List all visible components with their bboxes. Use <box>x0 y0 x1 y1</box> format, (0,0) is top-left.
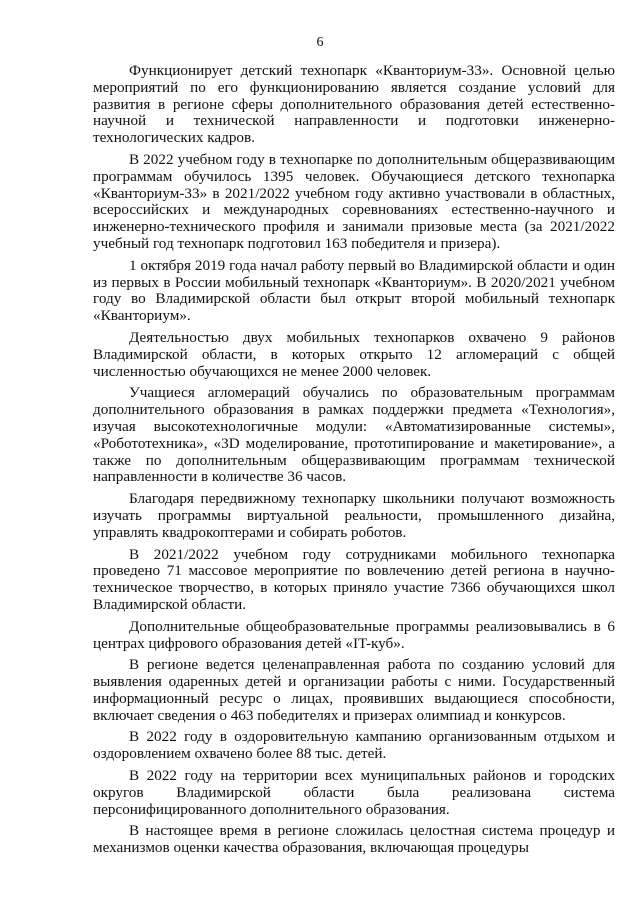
paragraph: В настоящее время в регионе сложилась целостная система процедур и механизмов оценки качества образования, включающая процедуры <box>93 822 615 857</box>
paragraph: В 2021/2022 учебном году сотрудниками мобильного технопарка проведено 71 массовое мероприятие по вовлечению детей региона в научно-техническое творчество, в которых приняло участие 7366 обучающихся школ Владимирской области. <box>93 545 615 613</box>
paragraph: 1 октября 2019 года начал работу первый во Владимирской области и один из первых в России мобильный технопарк «Кванториум». В 2020/2021 учебном году во Владимирской области был открыт второй мобильный технопарк «Кванториум». <box>93 256 615 325</box>
paragraph: Функционирует детский технопарк «Кванториум-33». Основной целью мероприятий по его функционированию является создание условий для развития в регионе сферы дополнительного образования детей естественно-научной и технической направленности и подготовки инженерно-технологических кадров. <box>93 62 615 147</box>
page-number: 6 <box>316 35 324 50</box>
paragraph: Учащиеся агломераций обучались по образовательным программам дополнительного образования в рамках поддержки предмета «Технология», изучая высокотехнологичные модули: «Автоматизированные системы», «Робототехника», «3D моделирование, прототипирование и макетирование», а также по дополнительным общеразвивающим программам технической направленности в количестве 36 часов. <box>93 384 615 486</box>
paragraph: Дополнительные общеобразовательные программы реализовывались в 6 центрах цифрового образования детей «IT-куб». <box>93 617 615 652</box>
document-body <box>93 63 615 862</box>
paragraph: В 2022 году на территории всех муниципальных районов и городских округов Владимирской области была реализована система персонифицированного дополнительного образования. <box>93 767 615 818</box>
paragraph: В 2022 учебном году в технопарке по дополнительным общеразвивающим программам обучилось 1395 человек. Обучающиеся детского технопарка «Кванториум-33» в 2021/2022 учебном году активно участвовали в областных, всероссийских и международных соревнованиях естественно-научного и инженерно-технического профиля и занимали призовые места (за 2021/2022 учебный год технопарк подготовил 163 победителя и призера). <box>93 150 615 252</box>
paragraph: В регионе ведется целенаправленная работа по созданию условий для выявления одаренных детей и организации работы с ними. Государственный информационный ресурс о лицах, проявивших выдающиеся способности, включает сведения о 463 победителях и призерах олимпиад и конкурсов. <box>93 656 615 724</box>
paragraph: Деятельностью двух мобильных технопарков охвачено 9 районов Владимирской области, в которых открыто 12 агломераций с общей численностью обучающихся не менее 2000 человек. <box>93 328 615 380</box>
paragraph: Благодаря передвижному технопарку школьники получают возможность изучать программы виртуальной реальности, промышленного дизайна, управлять квадрокоптерами и собирать роботов. <box>93 490 615 541</box>
paragraph: В 2022 году в оздоровительную кампанию организованным отдыхом и оздоровлением охвачено более 88 тыс. детей. <box>93 728 615 763</box>
